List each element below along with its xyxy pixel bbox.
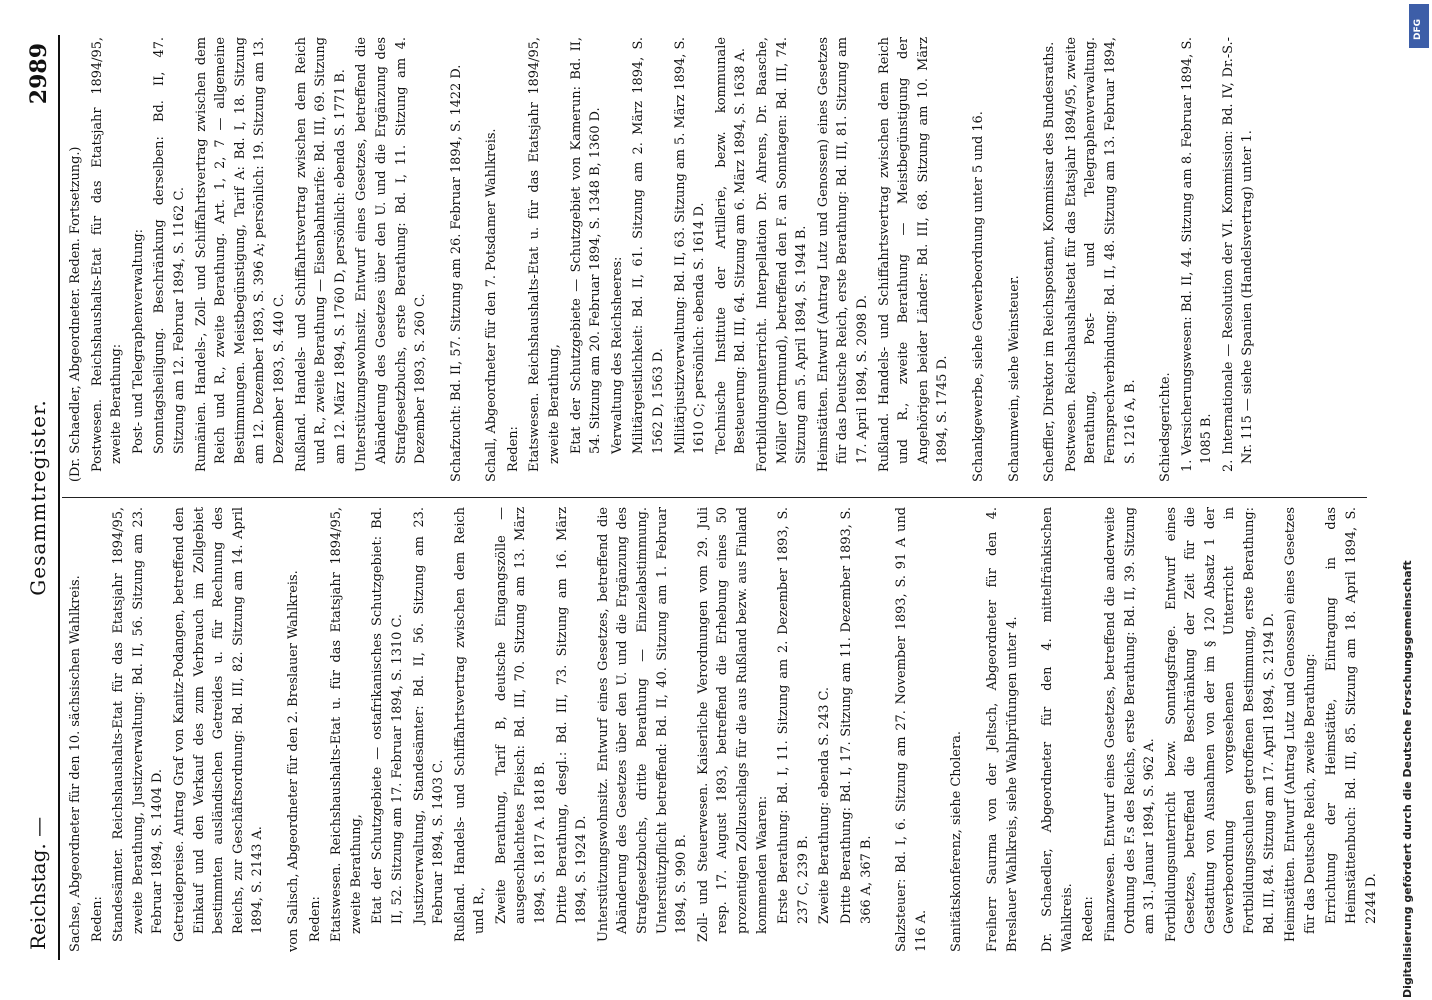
entry-heading: Freiherr Saurma von der Jeltsch, Abgeordneter für den 4. Breslauer Wahlkreis, siehe Wahlprüfungen unter 4.: [984, 507, 1020, 952]
entry-line: Rußland. Handels- und Schiffahrtsvertrag zwischen dem Reich und R., zweite Berathung — Meistbegünstigung der Angehörigen beider Länder: Bd. III, 68. Sitzung am 10. März 1894, S. 1745 D.: [876, 37, 951, 472]
entry-heading: Schafzucht: Bd. II, 57. Sitzung am 26. Februar 1894, S. 1422 D.: [448, 64, 464, 482]
entry-line: Finanzwesen. Entwurf eines Gesetzes, betreffend die anderweite Ordnung des F.s des Reichs, erste Berathung: Bd. II, 39. Sitzung am 31. Januar 1894, S. 962 A.: [1102, 507, 1158, 942]
entry-line: Unterstützungswohnsitz. Entwurf eines Gesetzes, betreffend die Abänderung des Gesetzes über den U. und die Ergänzung des Strafgesetzbuchs, dritte Berathung — Einzelabstimmung. Unterstützpflicht betreffend: Bd. II, 40. Sitzung am 1. Februar 1894, S. 990 B.: [595, 507, 690, 942]
entry-line: Etat der Schutzgebiete — ostafrikanisches Schutzgebiet: Bd. II, 52. Sitzung am 17. Februar 1894, S. 1310 C.: [370, 507, 405, 924]
header-left-label: Reichstag. —: [26, 816, 50, 950]
entry-heading: Scheffler, Direktor im Reichspostamt, Kommissar des Bundesraths.: [1042, 41, 1058, 482]
entry-heading: von Salisch, Abgeordneter für den 2. Breslauer Wahlkreis.: [285, 570, 301, 952]
entry-line: Heimstätten. Entwurf (Antrag Lutz und Genossen) eines Gesetzes für das Deutsche Reich, erste Berathung: Bd. III, 81. Sitzung am 17. April 1894, S. 2098 D.: [815, 37, 870, 472]
entry-line: Technische Institute der Artillerie, bezw. kommunale Besteuerung: Bd. III, 64. Sitzung am 6. März 1894, S. 1638 A.: [713, 37, 749, 454]
entry-heading: Schankgewerbe, siehe Gewerbeordnung unter 5 und 16.: [970, 111, 986, 482]
entry-line: Heimstätten. Entwurf (Antrag Lutz und Genossen) eines Gesetzes für das Deutsche Reich, zweite Berathung:: [1283, 507, 1318, 942]
entry-line: Postwesen. Reichshaushaltsetat für das Etatsjahr 1894/95, zweite Berathung, Post- und Telegraphenverwaltung. Fernsprechverbindung: Bd. II, 48. Sitzung am 13. Februar 1894, S. 1216 A, B.: [1063, 37, 1138, 472]
entry-line: 2. Internationale — Resolution der VI. Kommission: Bd. IV, Dr.-S.-Nr. 115 — siehe Spanien (Handelsvertrag) unter 1.: [1220, 37, 1256, 472]
entry-line: Zweite Berathung: ebenda S. 243 C.: [817, 687, 833, 924]
entry-line: Militärgeistlichkeit: Bd. II, 61. Sitzung am 2. März 1894, S. 1562 D, 1563 D.: [631, 37, 667, 454]
entry-heading: Schiedsgerichte.: [1158, 372, 1174, 482]
header-title: Gesammtregister.: [26, 399, 50, 596]
entry-line: Postwesen. Reichshaushalts-Etat für das Etatsjahr 1894/95, zweite Berathung:: [89, 37, 125, 472]
entry-line: Zweite Berathung, Tarif B, deutsche Eingangszölle — ausgeschlachtetes Fleisch: Bd. III, 70. Sitzung am 13. März 1894, S. 1817 A. 1818 B.: [493, 507, 549, 924]
entry-line: Rumänien. Handels-, Zoll- und Schiffahrtsvertrag zwischen dem Reich und R., zweite Berathung. Art. 1, 2, 7 — allgemeine Bestimmungen. Meistbegünstigung, Tarif A: Bd. I, 18. Sitzung am 12. Dezember 1893, S. 396 A; persönlich: 19. Sitzung am 13. Dezember 1893, S. 440 C.: [193, 37, 287, 472]
entry-line: 1. Versicherungswesen: Bd. II, 44. Sitzung am 8. Februar 1894, S. 1085 B.: [1179, 37, 1215, 472]
column-divider: [62, 497, 1367, 498]
entry-line: Reden:: [89, 896, 105, 942]
entry-line: Getreidepreise. Antrag Graf von Kanitz-Podangen, betreffend den Einkauf und den Verkauf des zum Verbrauch im Zollgebiet bestimmten ausländischen Getreides u. für Rechnung des Reichs, zur Geschäftsordnung: Bd. III, 82. Sitzung am 14. April 1894, S. 2143 A.: [171, 507, 266, 942]
entry-line: Militärjustizverwaltung: Bd. II, 63. Sitzung am 5. März 1894, S. 1610 C; persönlich: ebenda S. 1614 D.: [672, 37, 708, 454]
entry-heading: Schaumwein, siehe Weinsteuer.: [1006, 275, 1022, 482]
entry-heading: Sachse, Abgeordneter für den 10. sächsischen Wahlkreis.: [68, 575, 83, 952]
entry-line: Reden:: [307, 896, 323, 942]
entry-line: Fortbildungsunterricht bezw. Sonntagsfrage. Entwurf eines Gesetzes, betreffend die Beschränkung der Zeit für die Gestattung von Ausnahmen von der im § 120 Absatz 1 der Gewerbeordnung vorgesehenen Unterricht in Fortbildungsschulen getroffenen Bestimmung, erste Berathung: Bd. III, 84. Sitzung am 17. April 1894, S. 2194 D.: [1163, 507, 1277, 942]
dfg-logo: [1409, 4, 1429, 48]
left-column: [66, 507, 1379, 952]
entry-line: Reden:: [1081, 896, 1097, 942]
entry-line: Unterstützungswohnsitz. Entwurf eines Gesetzes, betreffend die Abänderung des Gesetzes über den U. und die Ergänzung des Strafgesetzbuchs, erste Berathung: Bd. I, 11. Sitzung am 4. Dezember 1893, S. 260 C.: [354, 37, 429, 472]
entry-line: Zoll- und Steuerwesen. Kaiserliche Verordnungen vom 29. Juli resp. 17. August 1893, betreffend die Erhebung eines 50 prozentigen Zollzuschlags für die aus Rußland bezw. aus Finland kommenden Waaren:: [695, 507, 770, 942]
entry-line: Dritte Berathung: Bd. I, 17. Sitzung am 11. Dezember 1893, S. 366 A, 367 B.: [838, 507, 874, 924]
entry-line: Justizverwaltung, Standesämter: Bd. II, 56. Sitzung am 23. Februar 1894, S. 1403 C.: [411, 507, 447, 924]
entry-heading: (Dr. Schaedler, Abgeordneter. Reden. Fortsetzung.): [68, 146, 83, 482]
page-number: 2989: [26, 43, 52, 105]
entry-line: Etat der Schutzgebiete — Schutzgebiet von Kamerun: Bd. II, 54. Sitzung am 20. Februar 1894, S. 1348 B, 1360 D.: [568, 37, 604, 454]
entry-line: Standesämter. Reichshaushalts-Etat für das Etatsjahr 1894/95, zweite Berathung, Justizverwaltung: Bd. II, 56. Sitzung am 23. Februar 1894, S. 1404 D.: [111, 507, 166, 942]
right-column: [66, 37, 1376, 482]
entry-line: Etatswesen. Reichshaushalts-Etat u. für das Etatsjahr 1894/95, zweite Berathung,: [527, 37, 563, 472]
page-header: [18, 35, 58, 960]
entry-line: Errichtung der Heimstätte, Eintragung in das Heimstättenbuch: Bd. III, 85. Sitzung am 18. April 1894, S. 2244 D.: [1324, 507, 1379, 924]
entry-line: Fortbildungsunterricht. Interpellation Dr. Ahrens, Dr. Baasche, Möller (Dortmund), betreffend den F. an Sonntagen: Bd. III, 74. Sitzung am 5. April 1894, S. 1944 B.: [755, 37, 810, 472]
entry-heading: Schall, Abgeordneter für den 7. Potsdamer Wahlkreis.: [484, 128, 500, 482]
digitization-credit: Digitalisierung gefördert durch die Deutsche Forschungsgemeinschaft: [1401, 560, 1414, 998]
entry-heading: Dr. Schaedler, Abgeordneter für den 4. mittelfränkischen Wahlkreis.: [1040, 507, 1075, 952]
dfg-logo-text: DFG: [1413, 18, 1423, 40]
entry-line: Rußland. Handels- und Schiffahrtsvertrag zwischen dem Reich und R., zweite Berathung — Eisenbahntarife: Bd. III, 69. Sitzung am 12. März 1894, S. 1760 D, persönlich: ebenda S. 1771 B.: [293, 37, 348, 472]
entry-line: Verwaltung des Reichsheeres:: [609, 256, 625, 454]
entry-line: Sonntagsheiligung. Beschränkung derselben: Bd. II, 47. Sitzung am 12. Februar 1894, S. 1162 C.: [152, 37, 187, 454]
entry-line: Erste Berathung: Bd. I, 11. Sitzung am 2. Dezember 1893, S. 237 C, 239 B.: [776, 507, 811, 924]
entry-heading: Sanitätskonferenz, siehe Cholera.: [949, 731, 965, 952]
entry-line: Etatswesen. Reichshaushalts-Etat u. für das Etatsjahr 1894/95, zweite Berathung,: [329, 507, 364, 942]
entry-line: Post- und Telegraphenverwaltung:: [130, 229, 146, 454]
entry-line: Dritte Berathung, desgl.: Bd. III, 73. Sitzung am 16. März 1894, S. 1924 D.: [554, 507, 590, 924]
entry-line: Rußland. Handels- und Schiffahrtsvertrag zwischen dem Reich und R.,: [452, 507, 488, 942]
entry-heading: Salzsteuer: Bd. I, 6. Sitzung am 27. November 1893, S. 91 A und 116 A.: [894, 507, 929, 952]
entry-line: Reden:: [505, 426, 521, 472]
header-rule: [58, 35, 60, 960]
